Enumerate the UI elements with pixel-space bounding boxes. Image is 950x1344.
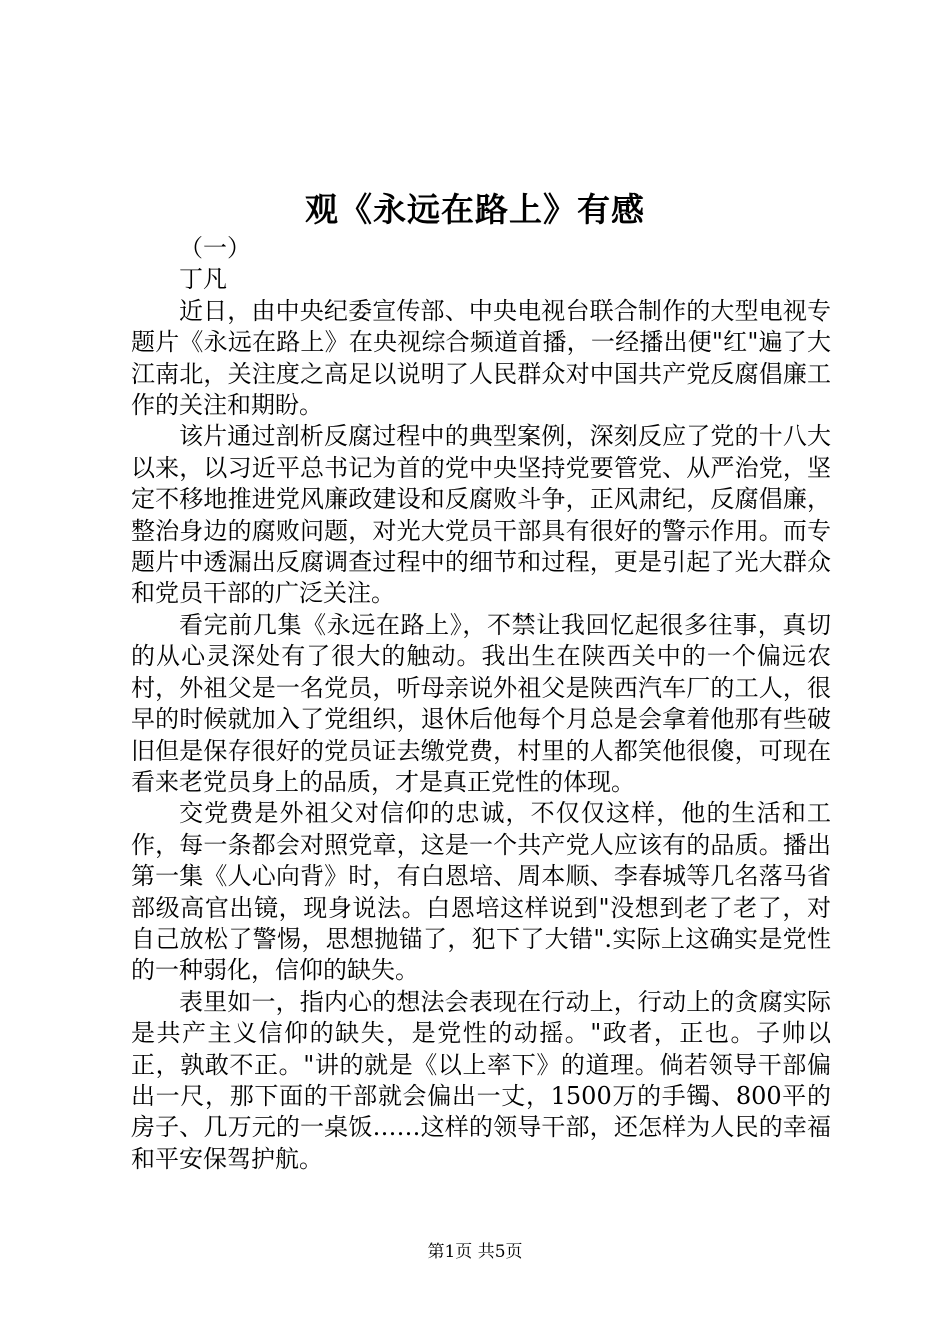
paragraph-4: 交党费是外祖父对信仰的忠诚，不仅仅这样，他的生活和工作，每一条都会对照党章，这是一个共产党人应该有的品质。播出第一集《人心向背》时，有白恩培、周本顺、李春城等几名落马省部级高官出镜，现身说法。白恩培这样说到"没想到老了老了，对自己放松了警惕，思想抛锚了，犯下了大错".实际上这确实是党性的一种弱化，信仰的缺失。	[131, 799, 831, 985]
paragraph-3: 看完前几集《永远在路上》，不禁让我回忆起很多往事，真切的从心灵深处有了很大的触动。我出生在陕西关中的一个偏远农村，外祖父是一名党员，听母亲说外祖父是陕西汽车厂的工人，很早的时候就加入了党组织，退休后他每个月总是会拿着他那有些破旧但是保存很好的党员证去缴党费，村里的人都笑他很傻，可现在看来老党员身上的品质，才是真正党性的体现。	[131, 610, 831, 796]
section-heading: （一）	[179, 234, 251, 262]
paragraph-2: 该片通过剖析反腐过程中的典型案例，深刻反应了党的十八大以来，以习近平总书记为首的党中央坚持党要管党、从严治党，坚定不移地推进党风廉政建设和反腐败斗争，正风肃纪，反腐倡廉，整治身边的腐败问题，对光大党员干部具有很好的警示作用。而专题片中透漏出反腐调查过程中的细节和过程，更是引起了光大群众和党员干部的广泛关注。	[131, 422, 831, 608]
document-body	[131, 233, 831, 1175]
page-footer: 第1页 共5页	[427, 1242, 523, 1262]
author-name: 丁凡	[179, 265, 227, 294]
paragraph-1: 近日，由中央纪委宣传部、中央电视台联合制作的大型电视专题片《永远在路上》在央视综合频道首播，一经播出便"红"遍了大江南北，关注度之高足以说明了人民群众对中国共产党反腐倡廉工作的关注和期盼。	[131, 296, 831, 420]
document-title: 观《永远在路上》有感	[305, 190, 645, 229]
paragraph-5: 表里如一，指内心的想法会表现在行动上，行动上的贪腐实际是共产主义信仰的缺失，是党性的动摇。"政者，正也。子帅以正，孰敢不正。"讲的就是《以上率下》的道理。倘若领导干部偏出一尺，那下面的干部就会偏出一丈，1500万的手镯、800平的房子、几万元的一桌饭……这样的领导干部，还怎样为人民的幸福和平安保驾护航。	[131, 987, 831, 1173]
